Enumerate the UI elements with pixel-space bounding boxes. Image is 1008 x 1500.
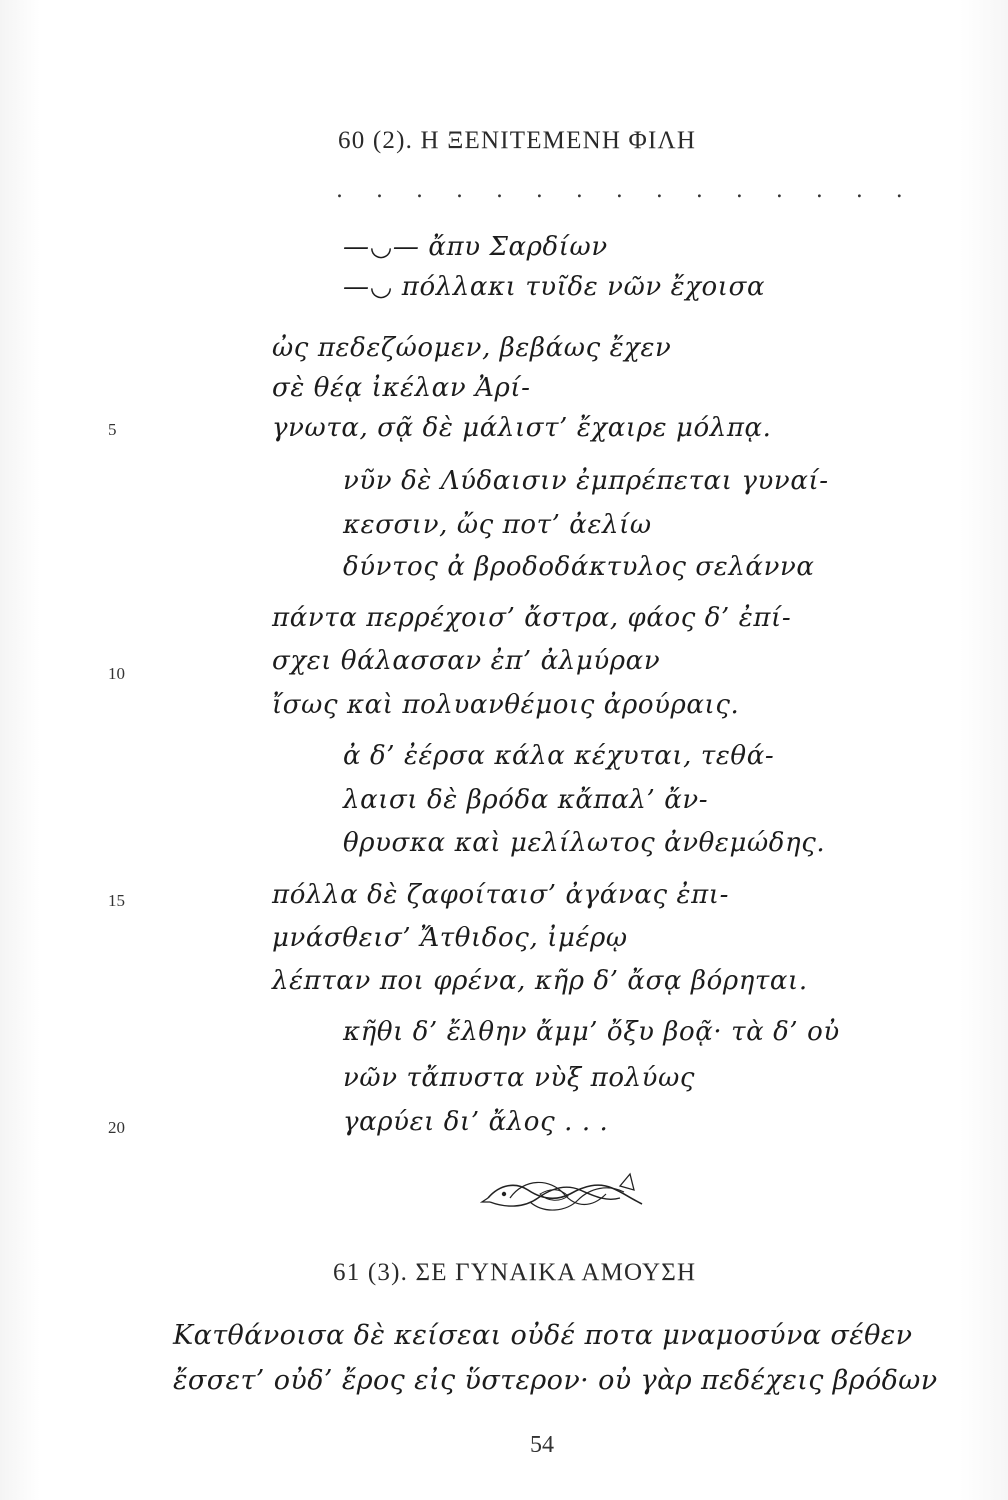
verse-line: κεσσιν, ὤς ποτ’ ἀελίω bbox=[343, 510, 652, 540]
dolphin-ornament-icon bbox=[480, 1168, 650, 1218]
lacuna-dots: . . . . . . . . . . . . . . . bbox=[336, 178, 916, 203]
verse-line: λαισι δὲ βρόδα κἄπαλ’ ἄν- bbox=[343, 785, 709, 815]
verse-line: νῶν τἄπυστα νὺξ πολύως bbox=[343, 1063, 696, 1093]
verse-line: λέπταν ποι φρένα, κῆρ δ’ ἄσᾳ βόρηται. bbox=[272, 966, 808, 996]
line-number: 15 bbox=[108, 891, 125, 910]
line-number: 10 bbox=[108, 664, 125, 683]
verse-line: πάντα περρέχοισ’ ἄστρα, φάος δ’ ἐπί- bbox=[272, 603, 792, 633]
verse-line: ἀ δ’ ἐέρσα κάλα κέχυται, τεθά- bbox=[343, 741, 775, 771]
verse-line: κῆθι δ’ ἔλθην ἄμμ’ ὄξυ βοᾷ· τὰ δ’ οὐ bbox=[343, 1017, 840, 1047]
verse-line: ἔσσετ’ οὐδ’ ἔρος εἰς ὕστερον· οὐ γὰρ πεδέχεις βρόδων bbox=[173, 1365, 938, 1396]
verse-line: σὲ θέᾳ ἰκέλαν Ἀρί- bbox=[272, 373, 531, 403]
verse-line: μνάσθεισ’ Ἄτθιδος, ἰμέρῳ bbox=[272, 923, 628, 953]
line-number: 20 bbox=[108, 1118, 125, 1137]
verse-line: σχει θάλασσαν ἐπ’ ἀλμύραν bbox=[272, 646, 661, 676]
verse-line: ὠς πεδεζώομεν, βεβάως ἔχεν bbox=[272, 333, 672, 363]
verse-line: γαρύει δι’ ἄλος . . . bbox=[343, 1107, 609, 1137]
poem-title-61: 61 (3). ΣΕ ΓΥΝΑΙΚΑ ΑΜΟΥΣΗ bbox=[333, 1259, 697, 1286]
page-number: 54 bbox=[530, 1432, 554, 1458]
verse-line: θρυσκα καὶ μελίλωτος ἀνθεμώδης. bbox=[343, 828, 826, 858]
verse-line: —◡— ἄπυ Σαρδίων bbox=[343, 232, 608, 262]
verse-line: νῦν δὲ Λύδαισιν ἐμπρέπεται γυναί- bbox=[343, 466, 829, 496]
poem-title-60: 60 (2). Η ΞΕΝΙΤΕΜΕΝΗ ΦΙΛΗ bbox=[338, 127, 697, 154]
verse-line: πόλλα δὲ ζαφοίταισ’ ἀγάνας ἐπι- bbox=[272, 880, 729, 910]
verse-line: δύντος ἀ βροδοδάκτυλος σελάννα bbox=[343, 552, 815, 582]
line-number: 5 bbox=[108, 420, 117, 439]
verse-line: Κατθάνοισα δὲ κείσεαι οὐδέ ποτα μναμοσύνα σέθεν bbox=[173, 1320, 913, 1351]
verse-line: ἴσως καὶ πολυανθέμοις ἀρούραις. bbox=[272, 690, 740, 720]
verse-line: γνωτα, σᾷ δὲ μάλιστ’ ἔχαιρε μόλπᾳ. bbox=[272, 413, 772, 443]
verse-line: —◡ πόλλακι τυῖδε νῶν ἔχοισα bbox=[343, 272, 766, 302]
